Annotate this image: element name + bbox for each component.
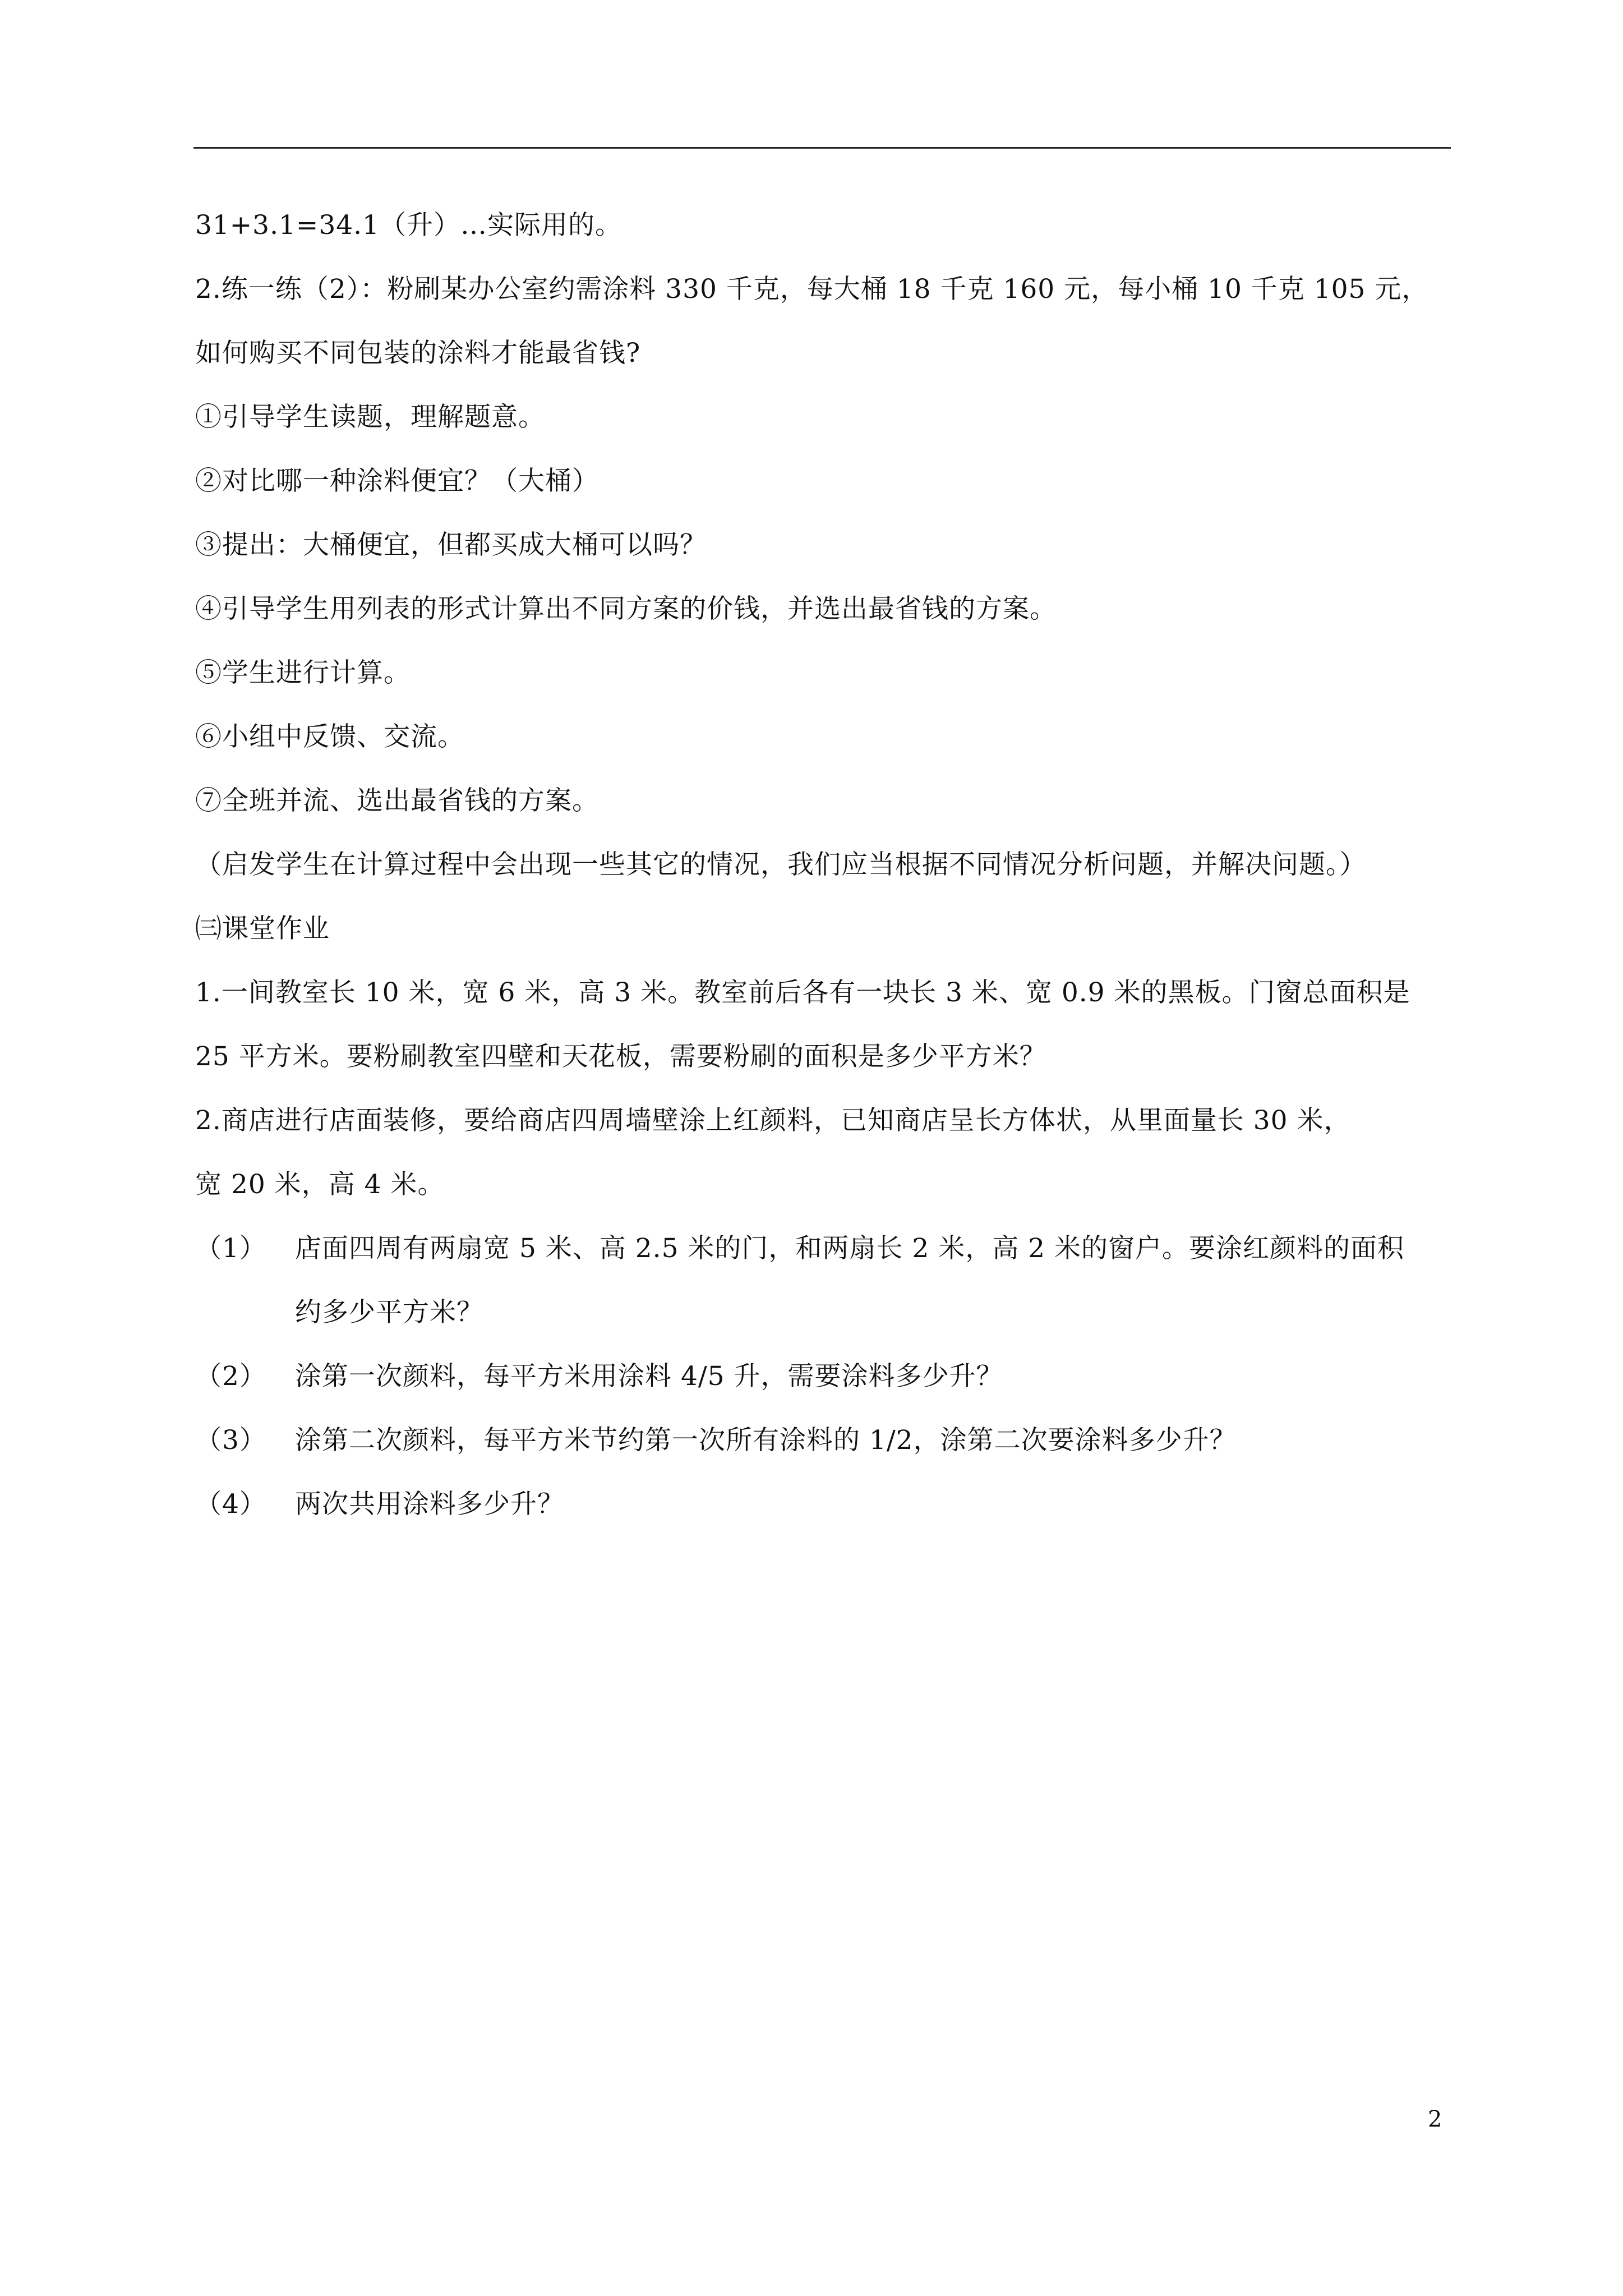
text-line-step-2: ②对比哪一种涂料便宜？（大桶）	[195, 466, 599, 496]
text-line-practice-question-cont: 如何购买不同包装的涂料才能最省钱?	[195, 338, 641, 369]
subitem-text-4: 两次共用涂料多少升？	[295, 1489, 564, 1520]
text-line-step-6: ⑥小组中反馈、交流。	[195, 721, 464, 752]
text-line-step-3: ③提出：大桶便宜，但都买成大桶可以吗？	[195, 530, 707, 560]
subitem-label-3: （3）	[195, 1425, 266, 1456]
subitem-label-2: （2）	[195, 1361, 266, 1392]
text-line-calc-result: 31+3.1=34.1（升）…实际用的。	[195, 210, 622, 241]
text-line-exercise-1: 1.一间教室长 10 米，宽 6 米，高 3 米。教室前后各有一块长 3 米、宽 0.9 米的黑板。门窗总面积是	[195, 977, 1410, 1008]
text-line-guidance-note: （启发学生在计算过程中会出现一些其它的情况，我们应当根据不同情况分析问题，并解决问题。）	[195, 849, 1367, 880]
text-line-exercise-2-cont: 宽 20 米，高 4 米。	[195, 1169, 445, 1200]
text-line-exercise-1-cont: 25 平方米。要粉刷教室四壁和天花板，需要粉刷的面积是多少平方米？	[195, 1041, 1046, 1072]
subitem-text-3: 涂第二次颜料，每平方米节约第一次所有涂料的 1/2，涂第二次要涂料多少升？	[295, 1425, 1237, 1456]
section-heading-classwork: ㈢课堂作业	[195, 913, 330, 944]
text-line-exercise-2: 2.商店进行店面装修，要给商店四周墙壁涂上红颜料，已知商店呈长方体状，从里面量长 30 米，	[195, 1105, 1351, 1136]
subitem-text-1: 店面四周有两扇宽 5 米、高 2.5 米的门，和两扇长 2 米，高 2 米的窗户。要涂红颜料的面积	[295, 1233, 1404, 1264]
header-rule	[193, 147, 1451, 149]
text-line-step-1: ①引导学生读题，理解题意。	[195, 402, 545, 432]
subitem-label-4: （4）	[195, 1489, 266, 1520]
page-number: 2	[1428, 2106, 1442, 2132]
text-line-step-4: ④引导学生用列表的形式计算出不同方案的价钱，并选出最省钱的方案。	[195, 593, 1057, 624]
text-line-step-7: ⑦全班并流、选出最省钱的方案。	[195, 785, 599, 816]
text-line-practice-question: 2.练一练（2）：粉刷某办公室约需涂料 330 千克，每大桶 18 千克 160 元，每小桶 10 千克 105 元，	[195, 274, 1429, 305]
subitem-text-2: 涂第一次颜料，每平方米用涂料 4/5 升，需要涂料多少升？	[295, 1361, 1003, 1392]
text-line-step-5: ⑤学生进行计算。	[195, 657, 411, 688]
subitem-label-1: （1）	[195, 1233, 266, 1264]
subitem-text-1-cont: 约多少平方米？	[295, 1297, 483, 1328]
